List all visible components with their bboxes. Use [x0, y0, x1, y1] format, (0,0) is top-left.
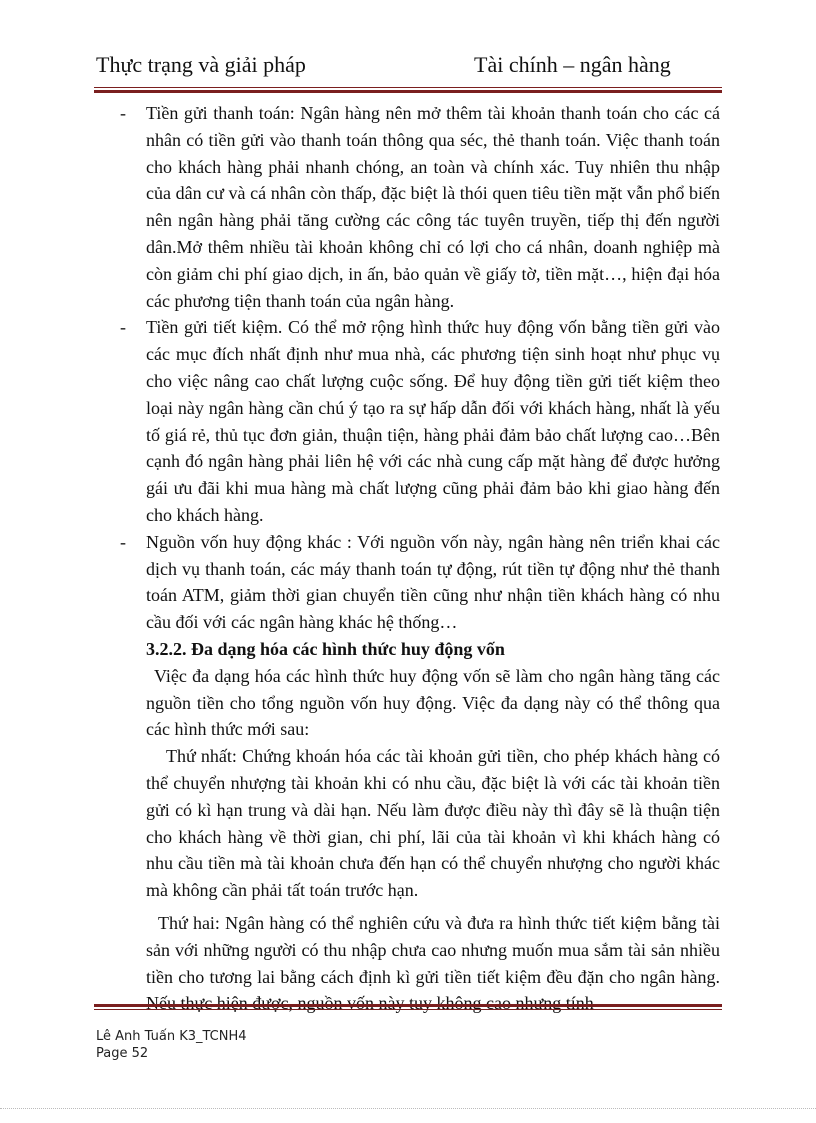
bullet-item: [96, 100, 720, 314]
footer-author: Lê Anh Tuấn K3_TCNH4: [96, 1029, 247, 1044]
section-paragraph: Thứ nhất: Chứng khoán hóa các tài khoản gửi tiền, cho phép khách hàng có thể chuyển nhượng tài khoản khi có nhu cầu, đặc biệt là với các tài khoản tiền gửi có kì hạn trung và dài hạn. Nếu làm được điều này thì đây sẽ là thuận tiện cho khách hàng về thời gian, chi phí, lãi của tài khoản vì khi khách hàng có nhu cầu tiền mà tài khoản chưa đến hạn có thể chuyển nhượng cho người khác mà không cần phải tất toán trước hạn.: [146, 746, 720, 901]
bullet-dash: -: [120, 317, 126, 338]
header-rule-thin: [94, 87, 722, 88]
bullet-dash: -: [120, 531, 126, 552]
bullet-item: [96, 314, 720, 528]
page-edge-divider: [0, 1108, 816, 1109]
section-paragraph: Thứ hai: Ngân hàng có thể nghiên cứu và đưa ra hình thức tiết kiệm bằng tài sản với những người có thu nhập chưa cao nhưng muốn mua sắm tài sản nhiều tiền cho tương lai bằng cách định kì gửi tiền tiết kiệm đều đặn cho ngân hàng.: [146, 912, 720, 987]
section-paragraph: Việc đa dạng hóa các hình thức huy động vốn sẽ làm cho ngân hàng tăng các nguồn tiền cho tổng nguồn vốn huy động. Việc đa dạng này có thể thông qua các hình thức mới sau:: [146, 665, 720, 740]
bullet-dash: -: [120, 103, 126, 123]
footer-rule-thick: [94, 1004, 722, 1007]
body-text: [96, 100, 720, 1017]
page-footer: [96, 1028, 247, 1062]
header-rule-thick: [94, 90, 722, 93]
header-right-title: Tài chính – ngân hàng: [474, 52, 671, 77]
bullet-item: [96, 529, 720, 636]
section-heading: 3.2.2. Đa dạng hóa các hình thức huy động vốn: [146, 638, 505, 659]
page-header: [96, 50, 720, 86]
header-left-title: Thực trạng và giải pháp: [96, 52, 306, 77]
bullet-text: Tiền gửi tiết kiệm. Có thể mở rộng hình thức huy động vốn bằng tiền gửi vào các mục đích nhất định như mua nhà, các phương tiện sinh hoạt như phục vụ cho việc nâng cao chất lượng cuộc sống. Để huy động tiền gửi tiết kiệm theo loại này ngân hàng cần chú ý tạo ra sự hấp dẫn đối với khách hàng, nhất là yếu tố giá rẻ, thủ tục đơn giản, thuận tiện, hàng phải đảm bảo chất lượng cao…Bên cạnh đó ngân hàng phải liên hệ với các nhà cung cấp mặt hàng để được hưởng gái ưu đãi khi mua hàng mà chất lượng cũng phải đảm bảo khi giao hàng đến cho khách hàng.: [146, 317, 720, 525]
bullet-text: Nguồn vốn huy động khác : Với nguồn vốn này, ngân hàng nên triển khai các dịch vụ thanh toán, các máy thanh toán tự động, rút tiền tự động như thẻ thanh toán ATM, giảm thời gian chuyển tiền cũng như nhận tiền khách hàng có nhu cầu đối với các ngân hàng khác hệ thống…: [146, 531, 720, 633]
footer-rule-thin: [94, 1009, 722, 1010]
footer-page-number: Page 52: [96, 1046, 149, 1061]
bullet-text: Tiền gửi thanh toán: Ngân hàng nên mở thêm tài khoản thanh toán cho các cá nhân có tiền gửi vào thanh toán thông qua séc, thẻ thanh toán. Việc thanh toán cho khách hàng phải nhanh chóng, an toàn và chính xác. Tuy nhiên thu nhập của dân cư và cá nhân còn thấp, đặc biệt là thói quen tiêu tiền mặt vẫn phổ biến nên ngân hàng phải tăng cường các công tác tuyên truyền, tiếp thị đến người dân.Mở thêm nhiều tài khoản không chỉ có lợi cho cá nhân, doanh nghiệp mà còn giảm chi phí giao dịch, in ấn, bảo quản về giấy tờ, tiền mặt…, hiện đại hóa các phương tiện thanh toán của ngân hàng.: [146, 103, 720, 311]
